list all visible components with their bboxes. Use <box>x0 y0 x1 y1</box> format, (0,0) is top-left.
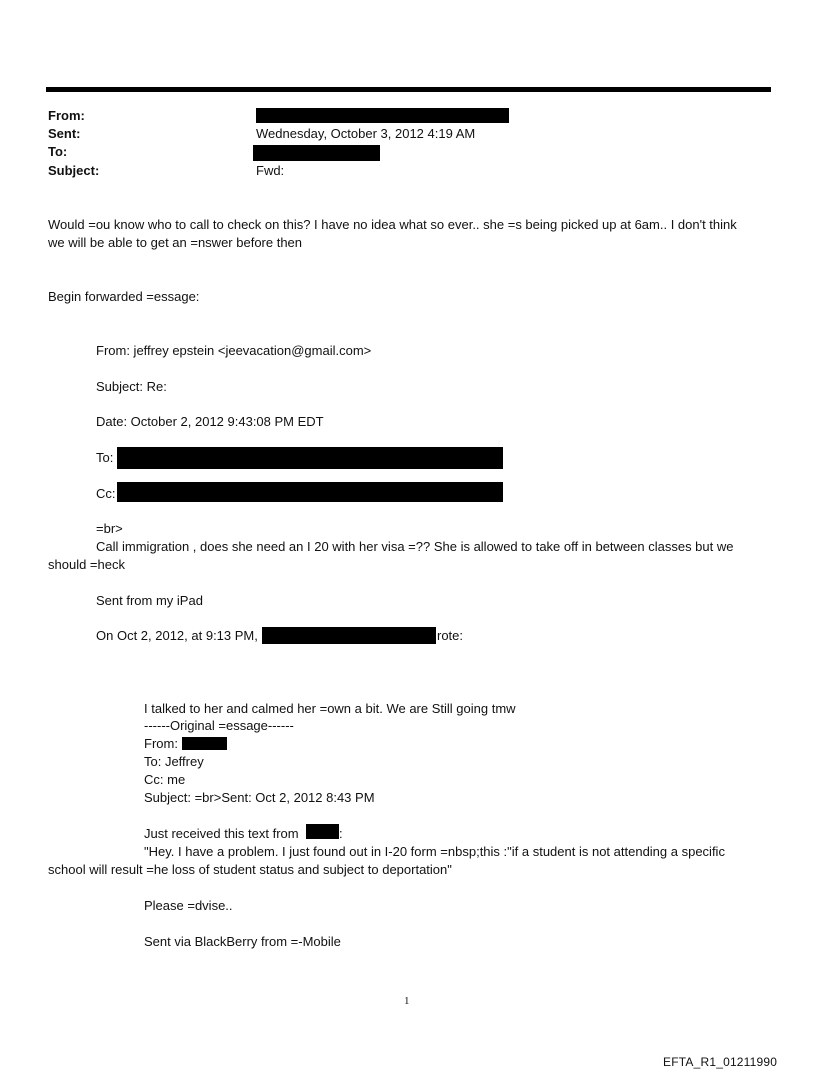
fwd-date-line: Date: October 2, 2012 9:43:08 PM EDT <box>96 414 324 429</box>
fwd-to-label: To: <box>96 450 114 465</box>
bates-number: EFTA_R1_01211990 <box>663 1055 778 1069</box>
fwd-on-suffix: rote: <box>437 628 464 643</box>
from-label: From: <box>48 108 85 123</box>
sent-value: Wednesday, October 3, 2012 4:19 AM <box>256 126 476 141</box>
quoted-cc-line: Cc: me <box>144 772 186 787</box>
quoted-sent-via: Sent via BlackBerry from =-Mobile <box>144 934 341 949</box>
fwd-call-line-2: should =heck <box>48 557 125 572</box>
begin-forwarded: Begin forwarded =essage: <box>48 289 200 304</box>
fwd-cc-label: Cc: <box>96 486 116 501</box>
to-label: To: <box>48 144 68 159</box>
quoted-received-redaction <box>306 824 339 839</box>
fwd-on-prefix: On Oct 2, 2012, at 9:13 PM, <box>96 628 258 643</box>
quoted-received-prefix: Just received this text from <box>144 826 299 841</box>
quoted-to-line: To: Jeffrey <box>144 754 204 769</box>
quoted-talked: I talked to her and calmed her =own a bit. We are Still going tmw <box>144 701 516 716</box>
subject-value: Fwd: <box>256 163 285 178</box>
fwd-sent-from: Sent from my iPad <box>96 593 203 608</box>
quoted-hey-line-2: school will result =he loss of student status and subject to deportation" <box>48 862 452 877</box>
quoted-hey-line-1: "Hey. I have a problem. I just found out in I-20 form =nbsp;this :"if a student is not attending a specific <box>144 844 725 859</box>
fwd-to-redaction <box>117 447 503 469</box>
quoted-advise: Please =dvise.. <box>144 898 233 913</box>
quoted-from-label: From: <box>144 736 178 751</box>
header-divider <box>46 87 771 92</box>
quoted-subject-line: Subject: =br>Sent: Oct 2, 2012 8:43 PM <box>144 790 375 805</box>
page-number: 1 <box>404 995 410 1007</box>
sent-label: Sent: <box>48 126 81 141</box>
subject-label: Subject: <box>48 163 100 178</box>
intro-line-2: we will be able to get an =nswer before then <box>48 235 303 250</box>
fwd-on-redaction <box>262 627 436 644</box>
fwd-cc-redaction <box>117 482 503 502</box>
quoted-received-suffix: : <box>339 826 343 841</box>
fwd-from-line: From: jeffrey epstein <jeevacation@gmail.com> <box>96 343 372 358</box>
fwd-br-line: =br> <box>96 521 123 536</box>
quoted-from-redaction <box>182 737 227 750</box>
fwd-call-line-1: Call immigration , does she need an I 20 with her visa =?? She is allowed to take off in between classes but we <box>96 539 734 554</box>
to-redaction <box>253 145 380 161</box>
fwd-subject-line: Subject: Re: <box>96 379 167 394</box>
from-redaction <box>256 108 509 123</box>
quoted-original: ------Original =essage------ <box>144 718 294 733</box>
intro-line-1: Would =ou know who to call to check on this? I have no idea what so ever.. she =s being picked up at 6am.. I don't think <box>48 217 737 232</box>
